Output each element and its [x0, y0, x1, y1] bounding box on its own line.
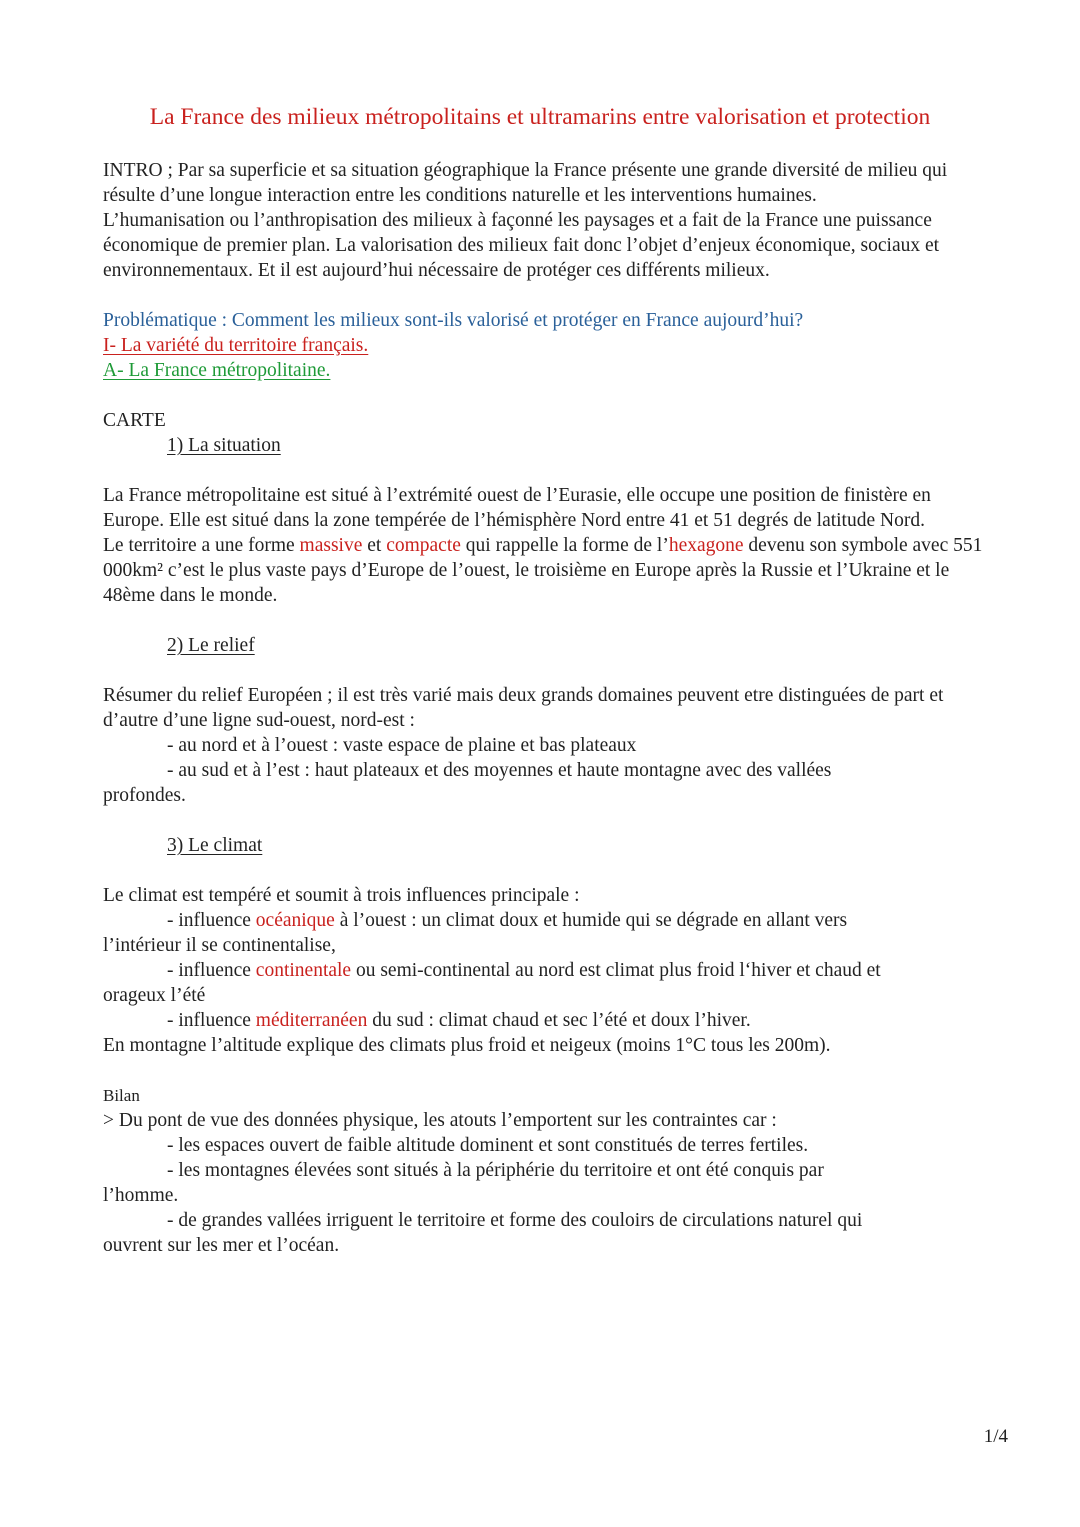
carte-label: CARTE [103, 410, 166, 431]
relief-paragraph: Résumer du relief Européen ; il est très varié mais deux grands domaines peuvent etre distinguées de part et d’autre d’une ligne sud-ouest, nord-est : [103, 685, 944, 731]
climat-heading: 3) Le climat [167, 835, 263, 856]
bilan-item-2-continued: l’homme. [103, 1185, 179, 1206]
situation-paragraph-1: La France métropolitaine est situé à l’extrémité ouest de l’Eurasie, elle occupe une position de finistère en Europe. Elle est situé dans la zone tempérée de l’hémisphère Nord entre 41 et 51 degrés de latitude Nord. [103, 485, 931, 531]
relief-item-2: - au sud et à l’est : haut plateaux et des moyennes et haute montagne avec des vallées [167, 760, 832, 781]
bilan-item-1: - les espaces ouvert de faible altitude dominent et sont constitués de terres fertiles. [167, 1135, 809, 1156]
part-1-heading: I- La variété du territoire français. [103, 335, 369, 356]
highlight-continentale: continentale [255, 960, 352, 981]
highlight-hexagone: hexagone [668, 535, 744, 556]
climat-item-continentale: - influence continentale ou semi-continental au nord est climat plus froid l‘hiver et chaud et [167, 960, 881, 981]
problematique: Problématique : Comment les milieux sont-ils valorisé et protéger en France aujourd’hui? [103, 310, 804, 331]
bilan-item-3: - de grandes vallées irriguent le territoire et forme des couloirs de circulations naturel qui [167, 1210, 863, 1231]
bilan-heading: Bilan [103, 1086, 140, 1105]
bilan-paragraph: > Du pont de vue des données physique, les atouts l’emportent sur les contraintes car : [103, 1110, 777, 1131]
situation-heading: 1) La situation [167, 435, 281, 456]
page-number: 1/4 [983, 1426, 1008, 1447]
highlight-mediterraneen: méditerranéen [255, 1010, 368, 1031]
climat-item-oceanique-continued: l’intérieur il se continentalise, [103, 935, 336, 956]
climat-item-mediterraneen: - influence méditerranéen du sud : climat chaud et sec l’été et doux l’hiver. [167, 1010, 751, 1031]
situation-paragraph-2: Le territoire a une forme massive et compacte qui rappelle la forme de l’hexagone devenu son symbole avec 551 000km² c’est le plus vaste pays d’Europe de l’ouest, le troisième en Europe après la Russie et l’Ukraine et le 48ème dans le monde. [103, 535, 983, 606]
climat-item-oceanique: - influence océanique à l’ouest : un climat doux et humide qui se dégrade en allant vers [167, 910, 848, 931]
bilan-item-2: - les montagnes élevées sont situés à la périphérie du territoire et ont été conquis par [167, 1160, 824, 1181]
highlight-oceanique: océanique [255, 910, 335, 931]
document-body [103, 158, 983, 1258]
document-title: La France des milieux métropolitains et ultramarins entre valorisation et protection [149, 104, 931, 130]
intro-paragraph-2: L’humanisation ou l’anthropisation des milieux à façonné les paysages et a fait de la France une puissance économique de premier plan. La valorisation des milieux fait donc l’objet d’enjeux économique, sociaux et environnementaux. Et il est aujourd’hui nécessaire de protéger ces différents milieux. [103, 210, 940, 281]
relief-item-1: - au nord et à l’ouest : vaste espace de plaine et bas plateaux [167, 735, 637, 756]
bilan-item-3-continued: ouvrent sur les mer et l’océan. [103, 1235, 340, 1256]
highlight-compacte: compacte [386, 535, 461, 556]
climat-paragraph-1: Le climat est tempéré et soumit à trois influences principale : [103, 885, 580, 906]
relief-item-2-continued: profondes. [103, 785, 186, 806]
relief-heading: 2) Le relief [167, 635, 255, 656]
intro-paragraph-1: INTRO ; Par sa superficie et sa situation géographique la France présente une grande diversité de milieu qui résulte d’une longue interaction entre les conditions naturelle et les interventions humaines. [103, 160, 948, 206]
climat-paragraph-2: En montagne l’altitude explique des climats plus froid et neigeux (moins 1°C tous les 200m). [103, 1035, 831, 1056]
part-a-heading: A- La France métropolitaine. [103, 360, 331, 381]
climat-item-continentale-continued: orageux l’été [103, 985, 206, 1006]
highlight-massive: massive [299, 535, 363, 556]
